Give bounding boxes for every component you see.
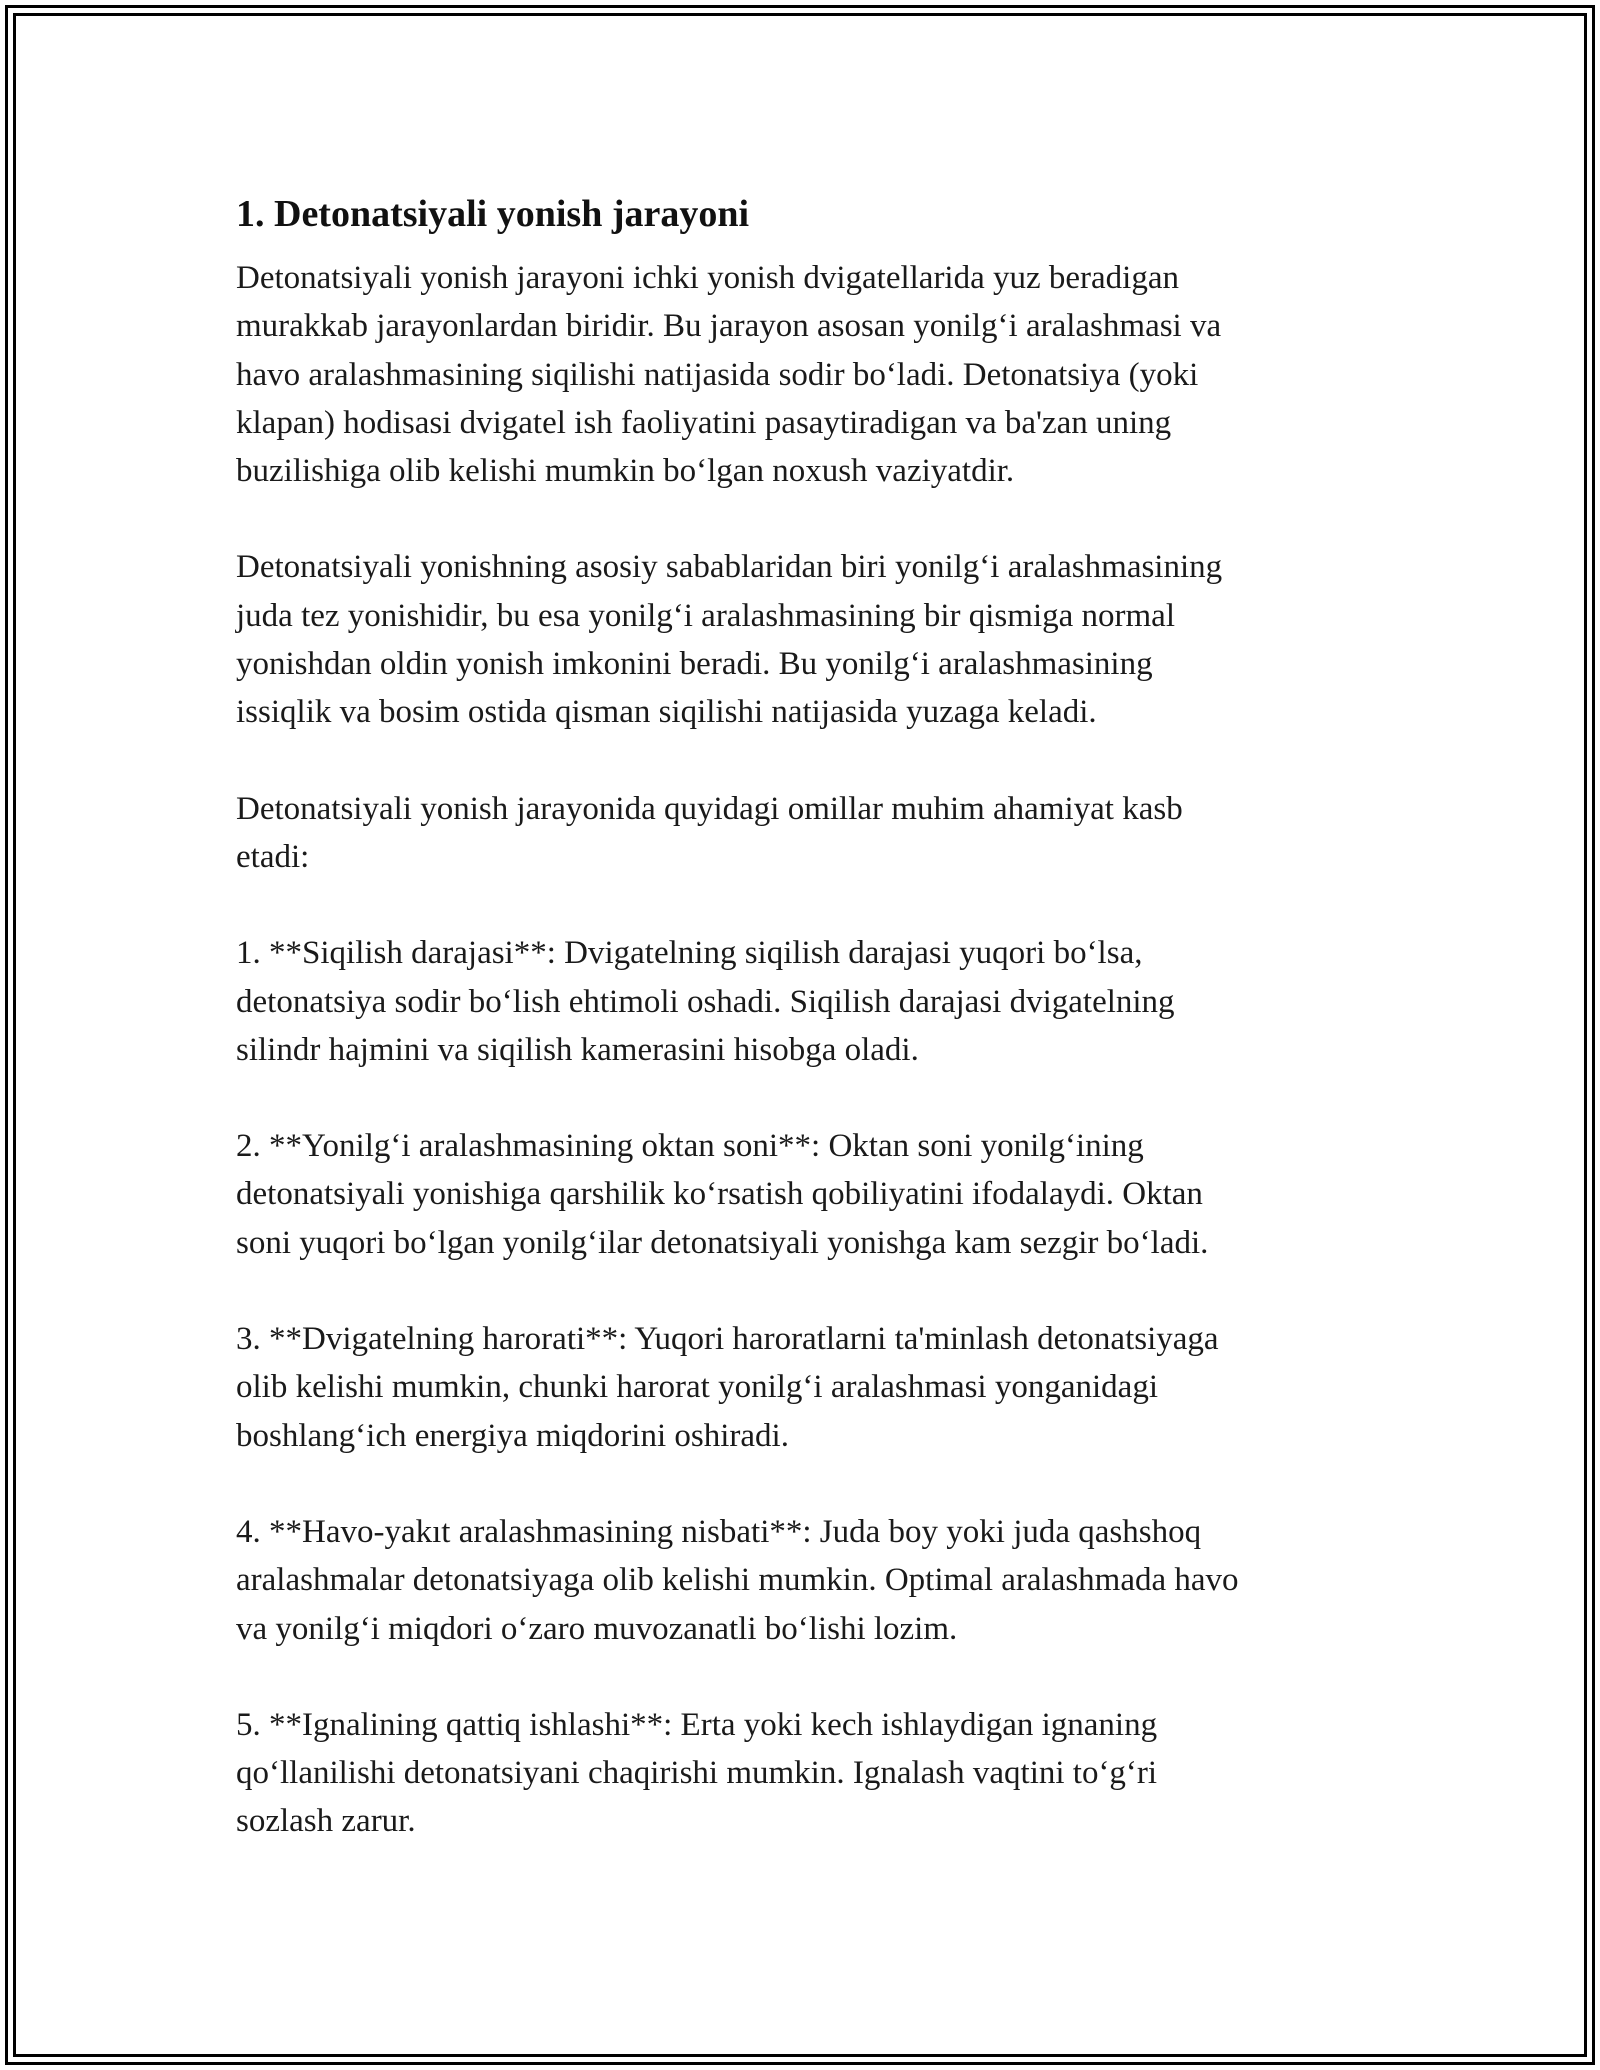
document-body xyxy=(236,186,1366,1894)
paragraph-factors-intro: Detonatsiyali yonish jarayonida quyidagi omillar muhim ahamiyat kasb etadi: xyxy=(236,790,1183,875)
list-item-compression-ratio: 1. **Siqilish darajasi**: Dvigatelning siqilish darajasi yuqori bo‘lsa, detonatsiya sodir bo‘lish ehtimoli oshadi. Siqilish darajasi dvigatelning silindr hajmini va siqilish kamerasini hisobga oladi. xyxy=(236,935,1175,1068)
list-item-ignition-timing: 5. **Ignalining qattiq ishlashi**: Erta yoki kech ishlaydigan ignaning qo‘llanilishi detonatsiyani chaqirishi mumkin. Ignalash vaqtini to‘g‘ri sozlash zarur. xyxy=(236,1706,1158,1840)
paragraph-causes: Detonatsiyali yonishning asosiy sabablaridan biri yonilg‘i aralashmasining juda tez yonishidir, bu esa yonilg‘i aralashmasining bir qismiga normal yonishdan oldin yonish imkonini beradi. Bu yonilg‘i aralashmasining issiqlik va bosim ostida qisman siqilishi natijasida yuzaga keladi. xyxy=(236,549,1223,731)
paragraph-intro: Detonatsiyali yonish jarayoni ichki yonish dvigatellarida yuz beradigan murakkab jarayonlardan biridir. Bu jarayon asosan yonilg‘i aralashmasi va havo aralashmasining siqilishi natijasida sodir bo‘ladi. Detonatsiya (yoki klapan) hodisasi dvigatel ish faoliyatini pasaytiradigan va ba'zan uning buzilishiga olib kelishi mumkin bo‘lgan noxush vaziyatdir. xyxy=(236,260,1222,490)
list-item-octane-number: 2. **Yonilg‘i aralashmasining oktan soni**: Oktan soni yonilg‘ining detonatsiyali yonishiga qarshilik ko‘rsatish qobiliyatini ifodalaydi. Oktan soni yuqori bo‘lgan yonilg‘ilar detonatsiyali yonishga kam sezgir bo‘ladi. xyxy=(236,1128,1209,1261)
list-item-air-fuel-ratio: 4. **Havo-yakıt aralashmasining nisbati**: Juda boy yoki juda qashshoq aralashmalar detonatsiyaga olib kelishi mumkin. Optimal aralashmada havo va yonilg‘i miqdori o‘zaro muvozanatli bo‘lishi lozim. xyxy=(236,1513,1239,1647)
document-title: 1. Detonatsiyali yonish jarayoni xyxy=(236,193,750,235)
list-item-engine-temperature: 3. **Dvigatelning harorati**: Yuqori haroratlarni ta'minlash detonatsiyaga olib kelishi mumkin, chunki harorat yonilg‘i aralashmasi yonganidagi boshlang‘ich energiya miqdorini oshiradi. xyxy=(236,1321,1219,1454)
